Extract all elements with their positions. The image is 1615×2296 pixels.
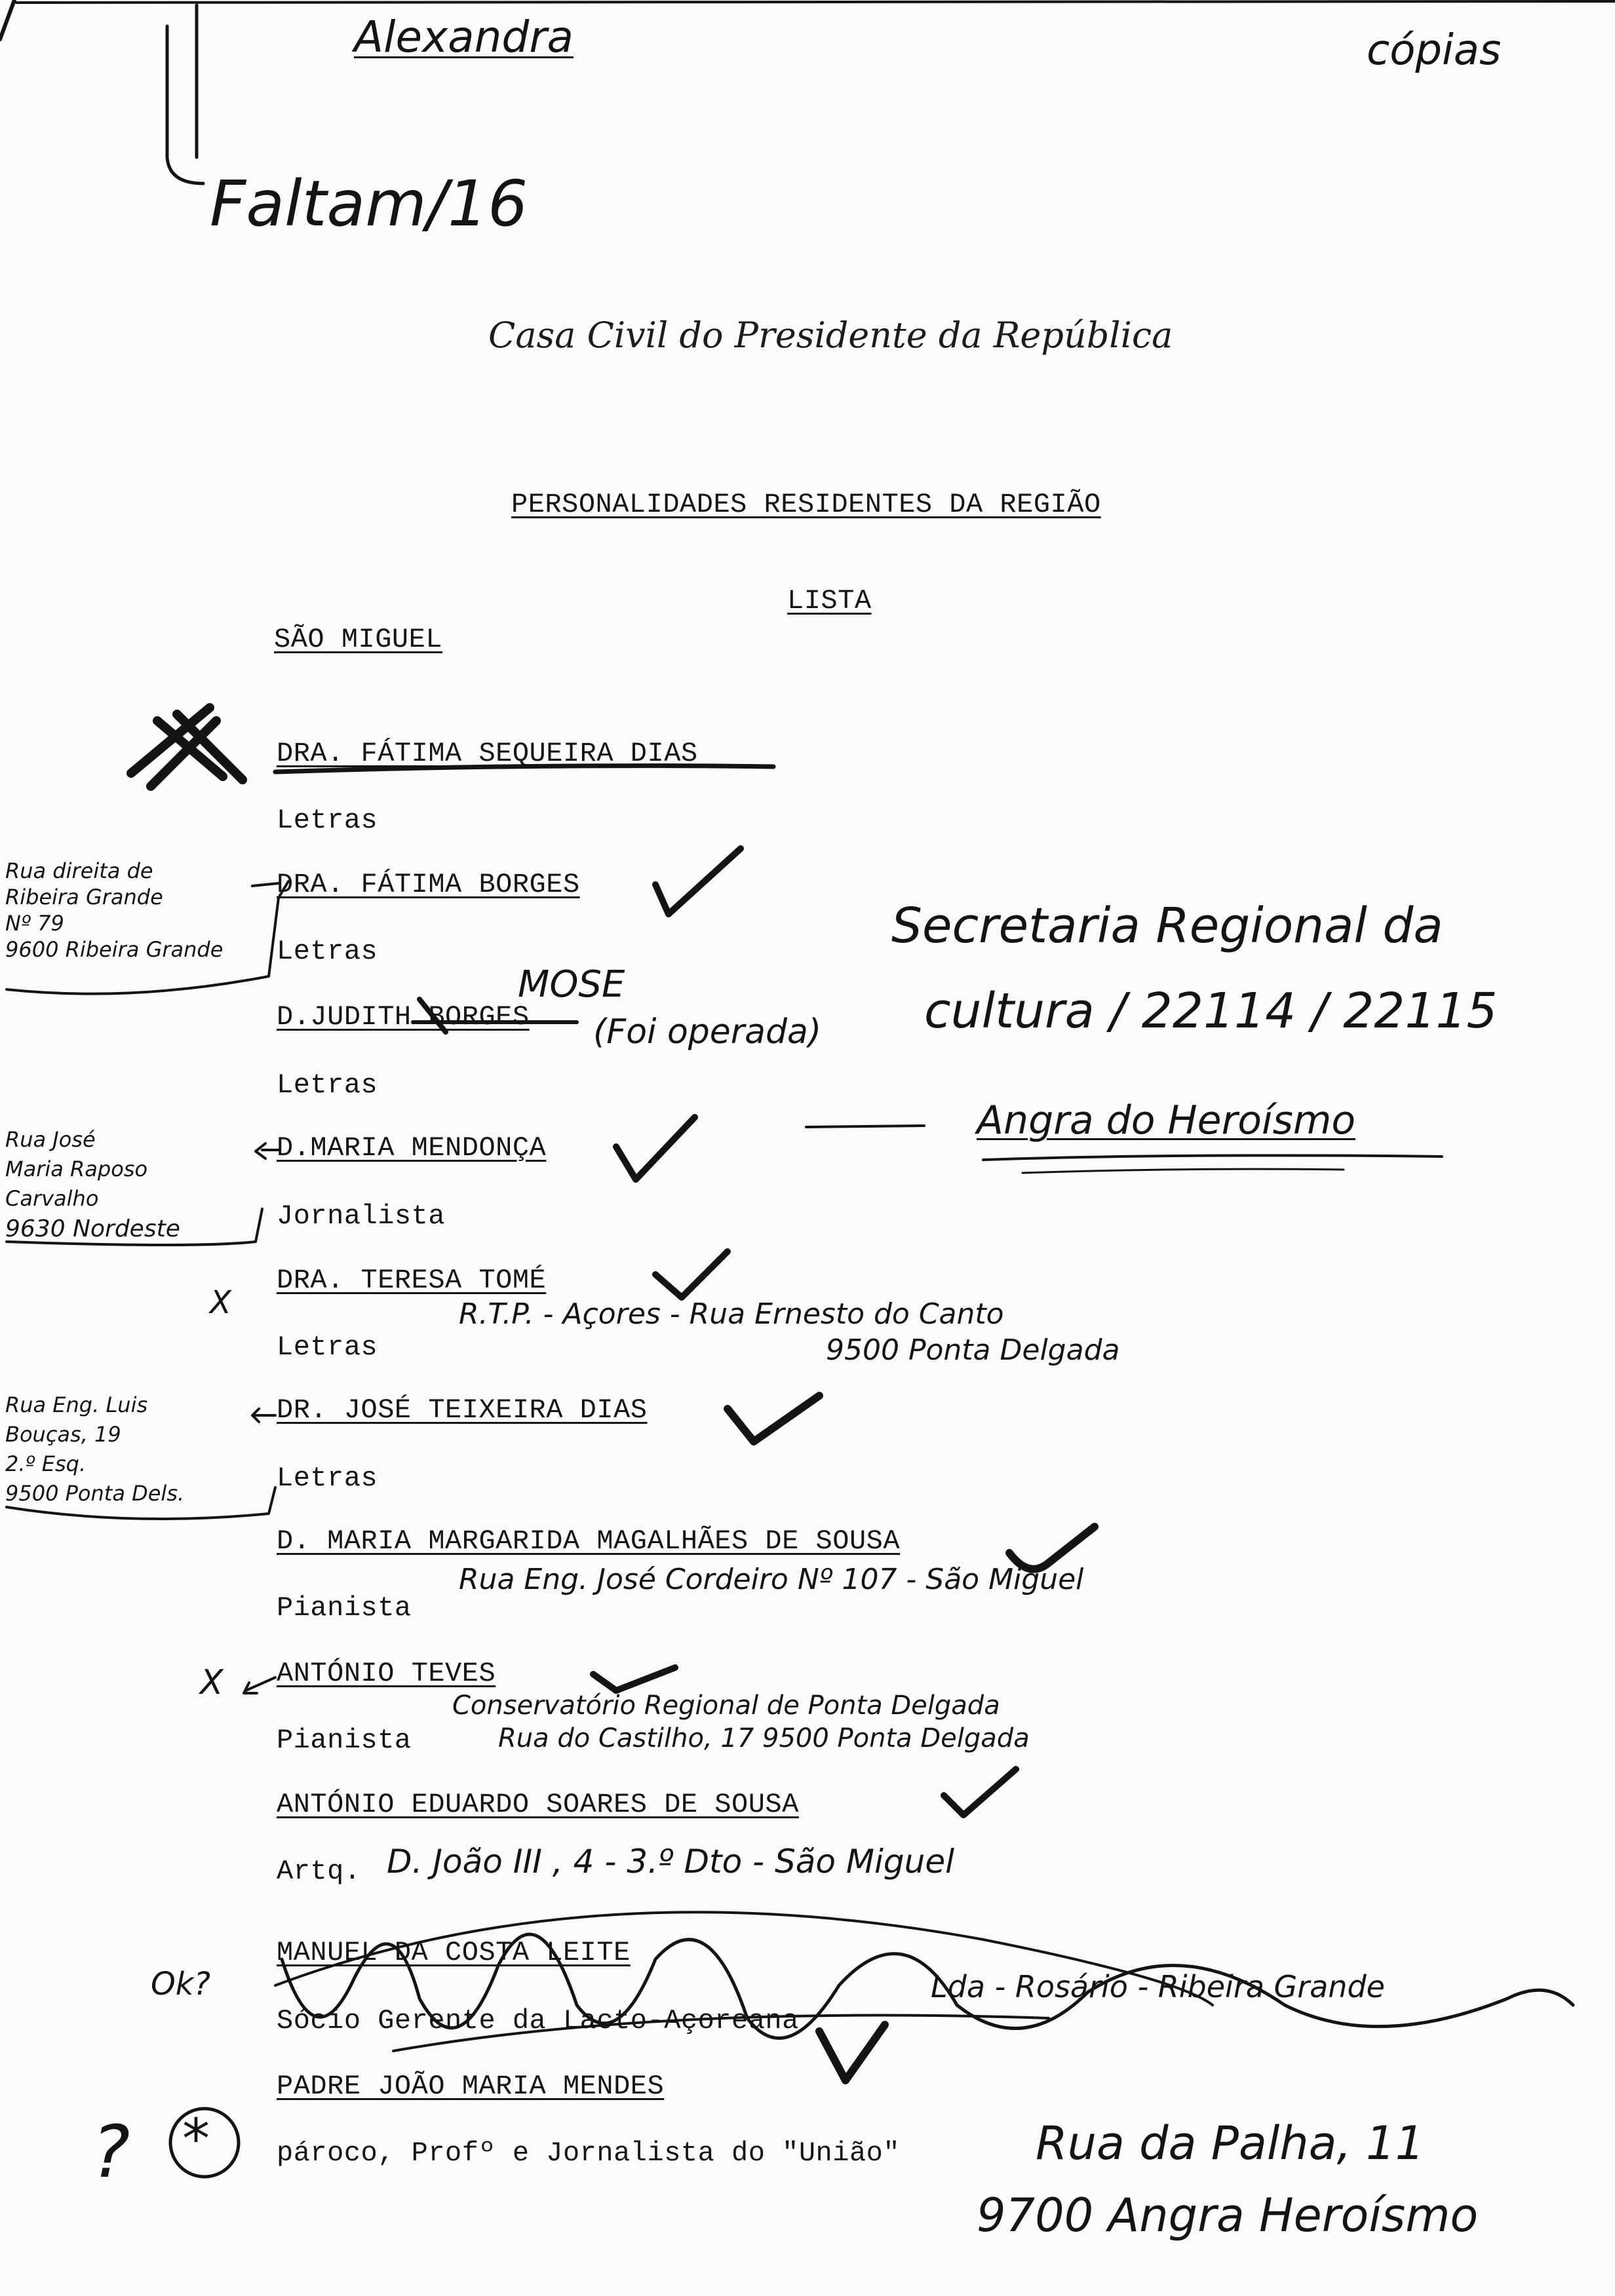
entry-role: Letras	[277, 805, 378, 836]
handwritten-mendonca-address: Rua José	[5, 1127, 96, 1152]
entry-role: Pianista	[277, 1592, 412, 1624]
handwritten-mendonca-address: 9630 Nordeste	[5, 1215, 180, 1242]
entry-name: DRA. FÁTIMA BORGES	[277, 869, 580, 900]
handwritten-mendonca-address: Carvalho	[5, 1186, 99, 1211]
entry-role: Pianista	[277, 1725, 412, 1756]
handwritten-mendes-address: Rua da Palha, 11	[1036, 2116, 1425, 2170]
check-mark	[728, 1396, 819, 1442]
handwritten-borges-address: Ribeira Grande	[5, 885, 163, 909]
entry-role: pároco, Profº e Jornalista do "União"	[277, 2137, 901, 2169]
handwritten-magalhaes-address: Rua Eng. José Cordeiro Nº 107 - São Miguel	[459, 1563, 1084, 1596]
arrow	[252, 1409, 275, 1422]
handwritten-tome-note: 9500 Ponta Delgada	[826, 1333, 1120, 1367]
corner-mark	[0, 0, 14, 39]
entry-name: DRA. TERESA TOMÉ	[277, 1265, 547, 1296]
letterhead: Casa Civil do Presidente da República	[488, 315, 1173, 356]
check-mark	[944, 1769, 1016, 1815]
cross-out-mark	[131, 708, 243, 786]
entry-role: Letras	[277, 1463, 378, 1494]
entry-name: ANTÓNIO EDUARDO SOARES DE SOUSA	[277, 1789, 799, 1820]
handwritten-ok-mark: Ok?	[151, 1966, 211, 2002]
handwritten-x-mark: X	[200, 1663, 224, 1702]
handwritten-missing: Faltam/16	[210, 167, 528, 240]
handwritten-teixeira-address: 9500 Ponta Dels.	[5, 1481, 185, 1506]
arrow	[244, 1677, 275, 1693]
handwritten-copies: cópias	[1367, 26, 1502, 75]
handwritten-judith-note: (Foi operada)	[593, 1012, 822, 1052]
handwritten-secretaria-phone: cultura / 22114 / 22115	[924, 983, 1498, 1039]
entry-role: Artq.	[277, 1856, 361, 1887]
handwritten-tome-note: R.T.P. - Açores - Rua Ernesto do Canto	[459, 1297, 1004, 1331]
handwritten-teves-address: Rua do Castilho, 17 9500 Ponta Delgada	[498, 1723, 1030, 1753]
handwritten-asterisk: *	[182, 2107, 210, 2171]
entry-name: ANTÓNIO TEVES	[277, 1658, 496, 1689]
bracket-line	[167, 26, 203, 183]
entry-name: D. MARIA MARGARIDA MAGALHÃES DE SOUSA	[277, 1525, 901, 1557]
arrow	[252, 883, 279, 886]
handwritten-question-mark: ?	[92, 2110, 130, 2194]
island-heading: SÃO MIGUEL	[274, 624, 443, 655]
handwritten-angra: Angra do Heroísmo	[977, 1098, 1356, 1143]
entry-name: DR. JOSÉ TEIXEIRA DIAS	[277, 1394, 648, 1426]
handwritten-teixeira-address: 2.º Esq.	[5, 1451, 87, 1476]
entry-role: Sócio Gerente da Lacto-Açoreana	[277, 2005, 799, 2037]
handwritten-soares-address: D. João III , 4 - 3.º Dto - São Miguel	[387, 1843, 954, 1881]
handwritten-judith-correction: MOSE	[518, 963, 625, 1006]
handwritten-mendonca-address: Maria Raposo	[5, 1157, 148, 1181]
dash-line	[806, 1126, 924, 1127]
check-mark	[655, 1252, 728, 1297]
entry-name: D.JUDITH BORGES	[277, 1001, 530, 1033]
underline	[1022, 1169, 1344, 1173]
entry-role: Letras	[277, 1331, 378, 1363]
handwritten-teixeira-address: Rua Eng. Luis	[5, 1392, 148, 1417]
entry-role: Letras	[277, 936, 378, 967]
entry-name: D.MARIA MENDONÇA	[277, 1132, 547, 1164]
top-edge-line	[16, 1, 1615, 3]
underline	[983, 1155, 1442, 1160]
handwritten-secretaria: Secretaria Regional da	[891, 898, 1443, 954]
arrow	[256, 1143, 279, 1158]
handwritten-x-mark: X	[210, 1284, 231, 1321]
handwritten-borges-address: Rua direita de	[5, 858, 153, 883]
handwritten-borges-address: 9600 Ribeira Grande	[5, 937, 224, 962]
handwritten-teixeira-address: Bouças, 19	[5, 1422, 121, 1447]
handwritten-name: Alexandra	[354, 12, 574, 62]
handwritten-leite-note: Lda - Rosário - Ribeira Grande	[931, 1969, 1385, 2004]
check-mark	[655, 849, 741, 914]
entry-role: Jornalista	[277, 1200, 446, 1232]
handwritten-mendes-address: 9700 Angra Heroísmo	[977, 2189, 1479, 2242]
entry-name: MANUEL DA COSTA LEITE	[277, 1937, 631, 1968]
check-mark	[819, 2025, 885, 2080]
list-subtitle: LISTA	[787, 585, 872, 617]
check-mark	[593, 1668, 675, 1691]
entry-role: Letras	[277, 1069, 378, 1101]
document-title: PERSONALIDADES RESIDENTES DA REGIÃO	[511, 489, 1101, 520]
entry-name: DRA. FÁTIMA SEQUEIRA DIAS	[277, 738, 698, 769]
check-mark	[616, 1117, 695, 1179]
handwritten-teves-address: Conservatório Regional de Ponta Delgada	[452, 1691, 1000, 1721]
handwritten-borges-address: Nº 79	[5, 911, 64, 936]
entry-name: PADRE JOÃO MARIA MENDES	[277, 2071, 665, 2102]
